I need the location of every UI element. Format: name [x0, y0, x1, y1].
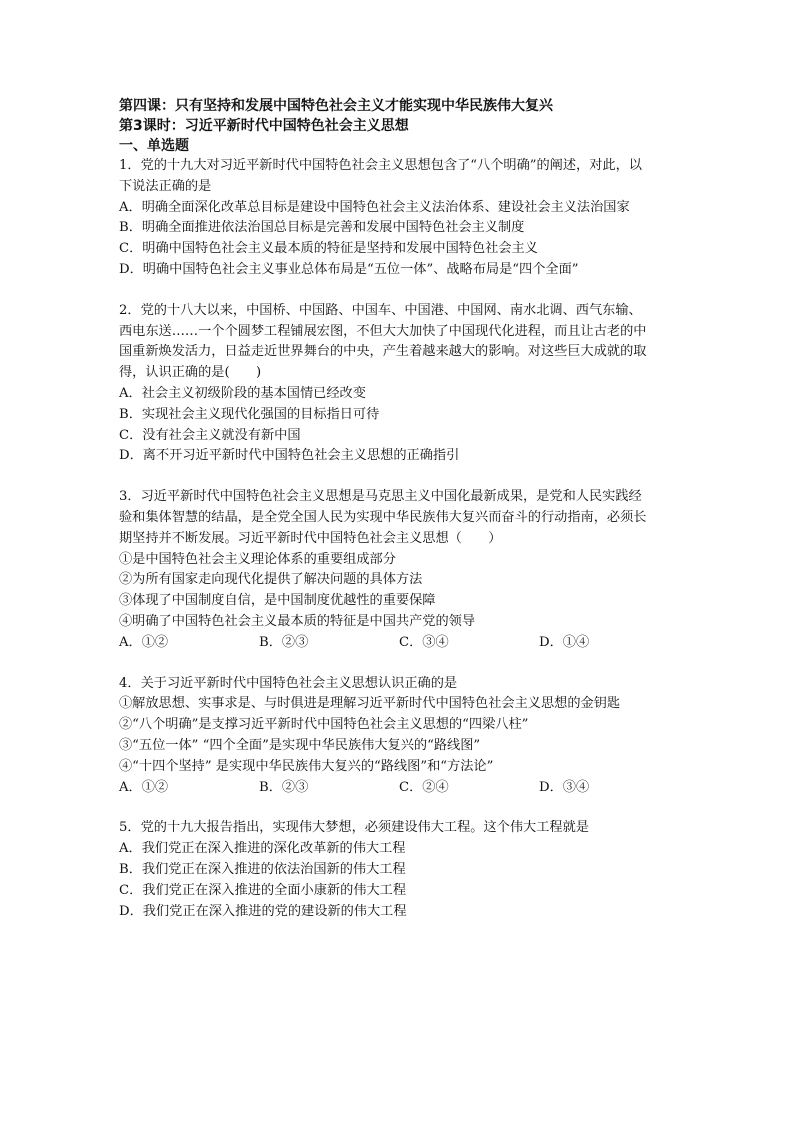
section-heading: 一、单选题	[119, 138, 189, 154]
lesson-subtitle: 第3课时：习近平新时代中国特色社会主义思想	[119, 118, 409, 134]
question-stem: 5．党的十九大报告指出，实现伟大梦想，必须建设伟大工程。这个伟大工程就是	[119, 820, 589, 836]
question-stem: 得，认识正确的是( )	[119, 365, 262, 381]
option-c: C．没有社会主义就没有新中国	[119, 427, 301, 443]
option-b: B．明确全面推进依法治国总目标是完善和发展中国特色社会主义制度	[119, 220, 525, 236]
question-stem: 4．关于习近平新时代中国特色社会主义思想认识正确的是	[119, 675, 458, 691]
document-page	[119, 96, 679, 942]
question-3	[119, 487, 679, 653]
choice-b: B．②③	[259, 779, 309, 795]
choice-b: B．②③	[259, 634, 309, 650]
choice-a: A．①②	[119, 779, 169, 795]
question-5	[119, 818, 679, 922]
option-c: C．明确中国特色社会主义最本质的特征是坚持和发展中国特色社会主义	[119, 241, 538, 257]
question-4	[119, 674, 679, 799]
option-c: C．我们党正在深入推进的全面小康新的伟大工程	[119, 882, 407, 898]
choice-d: D．③④	[539, 779, 590, 795]
lesson-title: 第四课：只有坚持和发展中国特色社会主义才能实现中华民族伟大复兴	[119, 98, 553, 114]
question-2	[119, 301, 679, 467]
question-stem: 1．党的十九大对习近平新时代中国特色社会主义思想包含了“八个明确”的阐述，对此，以	[119, 158, 642, 173]
option-d: D．我们党正在深入推进的党的建设新的伟大工程	[119, 903, 407, 919]
choice-d: D．①④	[539, 634, 590, 650]
question-stem: 西电东送……一个个圆梦工程铺展宏图，不但大大加快了中国现代化进程，而且让古老的中	[119, 323, 647, 339]
option-a: A．社会主义初级阶段的基本国情已经改变	[119, 385, 366, 401]
option-b: B．我们党正在深入推进的依法治国新的伟大工程	[119, 861, 406, 877]
question-stem: 2．党的十八大以来，中国桥、中国路、中国车、中国港、中国网、南水北调、西气东输、	[119, 302, 642, 318]
question-stem: 下说法正确的是	[119, 178, 212, 194]
question-1	[119, 156, 679, 281]
statement-4: ④明确了中国特色社会主义最本质的特征是中国共产党的领导	[119, 613, 476, 629]
question-stem: 期坚持并不断发展。习近平新时代中国特色社会主义思想（ ）	[119, 530, 502, 546]
answer-choices	[119, 633, 679, 654]
statement-1: ①是中国特色社会主义理论体系的重要组成部分	[119, 551, 396, 567]
option-a: A．我们党正在深入推进的深化改革新的伟大工程	[119, 841, 406, 857]
question-stem: 3．习近平新时代中国特色社会主义思想是马克思主义中国化最新成果，是党和人民实践经	[119, 489, 642, 505]
answer-choices	[119, 778, 679, 799]
option-a: A．明确全面深化改革总目标是建设中国特色社会主义法治体系、建设社会主义法治国家	[119, 199, 630, 215]
statement-2: ②为所有国家走向现代化提供了解决问题的具体方法	[119, 572, 423, 588]
choice-a: A．①②	[119, 634, 169, 650]
question-stem: 国重新焕发活力，日益走近世界舞台的中央，产生着越来越大的影响。对这些巨大成就的取	[119, 344, 647, 360]
statement-3: ③体现了中国制度自信，是中国制度优越性的重要保障	[119, 593, 436, 609]
choice-c: C．②④	[399, 779, 449, 795]
choice-c: C．③④	[399, 634, 449, 650]
statement-3: ③“五位一体” “四个全面”是实现中华民族伟大复兴的“路线图”	[119, 737, 481, 753]
option-d: D．离不开习近平新时代中国特色社会主义思想的正确指引	[119, 448, 460, 464]
statement-1: ①解放思想、实事求是、与时俱进是理解习近平新时代中国特色社会主义思想的金钥匙	[119, 696, 621, 712]
statement-4: ④“十四个坚持” 是实现中华民族伟大复兴的“路线图”和“方法论”	[119, 758, 494, 774]
statement-2: ②“八个明确”是支撑习近平新时代中国特色社会主义思想的“四梁八柱”	[119, 717, 529, 733]
option-d: D．明确中国特色社会主义事业总体布局是“五位一体”、战略布局是“四个全面”	[119, 261, 579, 277]
question-stem: 验和集体智慧的结晶，是全党全国人民为实现中华民族伟大复兴而奋斗的行动指南，必须长	[119, 509, 647, 525]
option-b: B．实现社会主义现代化强国的目标指日可待	[119, 406, 380, 422]
